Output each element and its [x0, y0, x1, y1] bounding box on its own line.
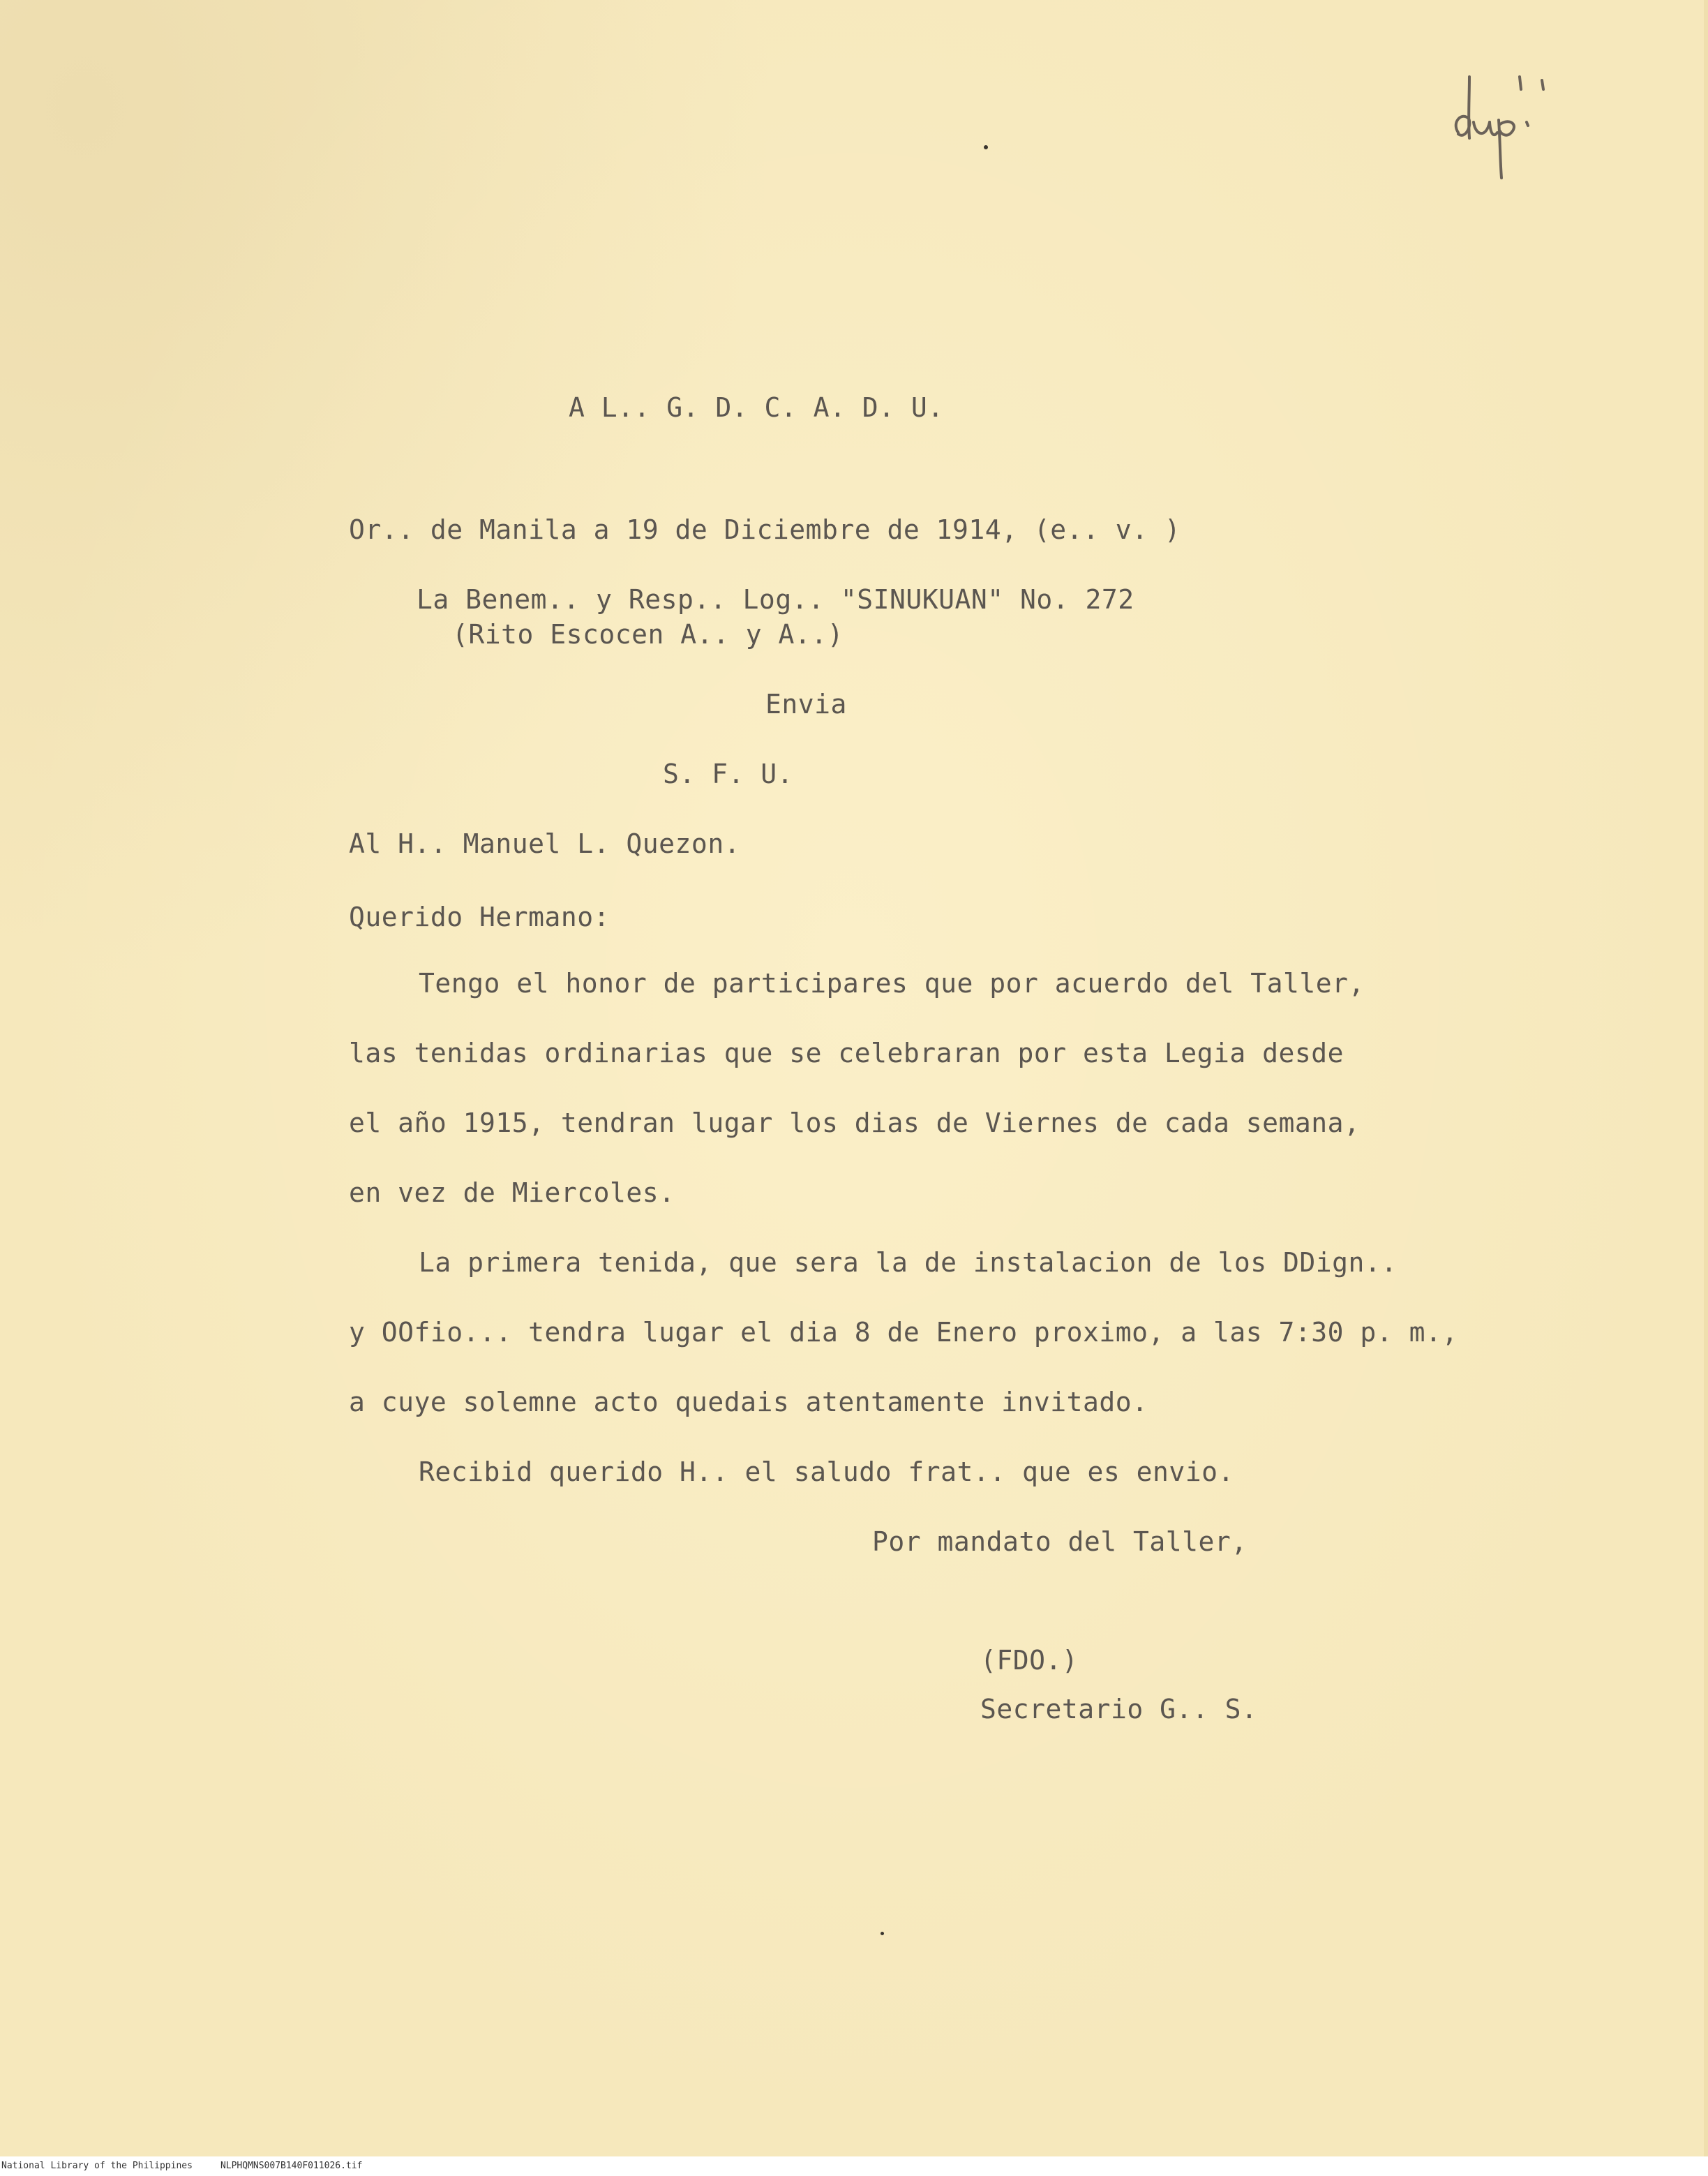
body-line: en vez de Miercoles. [349, 1177, 675, 1208]
sfu-label: S. F. U. [663, 759, 794, 789]
handwritten-annotation-dup [1437, 56, 1563, 195]
body-line: Recibid querido H.. el saludo frat.. que es envio. [419, 1456, 1234, 1487]
body-line: y OOfio... tendra lugar el dia 8 de Enero proximo, a las 7:30 p. m., [349, 1317, 1458, 1348]
envia-label: Envia [765, 689, 847, 720]
footer-filename: NLPHQMNS007B140F011026.tif [220, 2161, 363, 2171]
body-line: La primera tenida, que sera la de instalacion de los DDign.. [419, 1247, 1398, 1278]
salutation: Querido Hermano: [349, 902, 610, 932]
ink-speck [984, 145, 988, 149]
addressee: Al H.. Manuel L. Quezon. [349, 828, 741, 859]
lodge-name: La Benem.. y Resp.. Log.. "SINUKUAN" No. 272 [417, 584, 1134, 615]
body-line: las tenidas ordinarias que se celebraran por esta Legia desde [349, 1038, 1344, 1068]
closing: Por mandato del Taller, [872, 1526, 1248, 1557]
footer-institution: National Library of the Philippines [1, 2161, 193, 2171]
signature-title: Secretario G.. S. [980, 1694, 1258, 1724]
lodge-rite: (Rito Escocen A.. y A..) [452, 619, 844, 650]
body-line: Tengo el honor de participares que por acuerdo del Taller, [419, 968, 1365, 999]
ink-speck [881, 1932, 884, 1935]
signature-fdo: (FDO.) [980, 1645, 1079, 1676]
scan-footer [0, 2156, 1708, 2176]
body-line: a cuye solemne acto quedais atentamente invitado. [349, 1387, 1148, 1417]
header-acronym: A L.. G. D. C. A. D. U. [569, 392, 944, 423]
place-date: Or.. de Manila a 19 de Diciembre de 1914, (e.. v. ) [349, 514, 1181, 545]
body-line: el año 1915, tendran lugar los dias de Viernes de cada semana, [349, 1108, 1361, 1138]
